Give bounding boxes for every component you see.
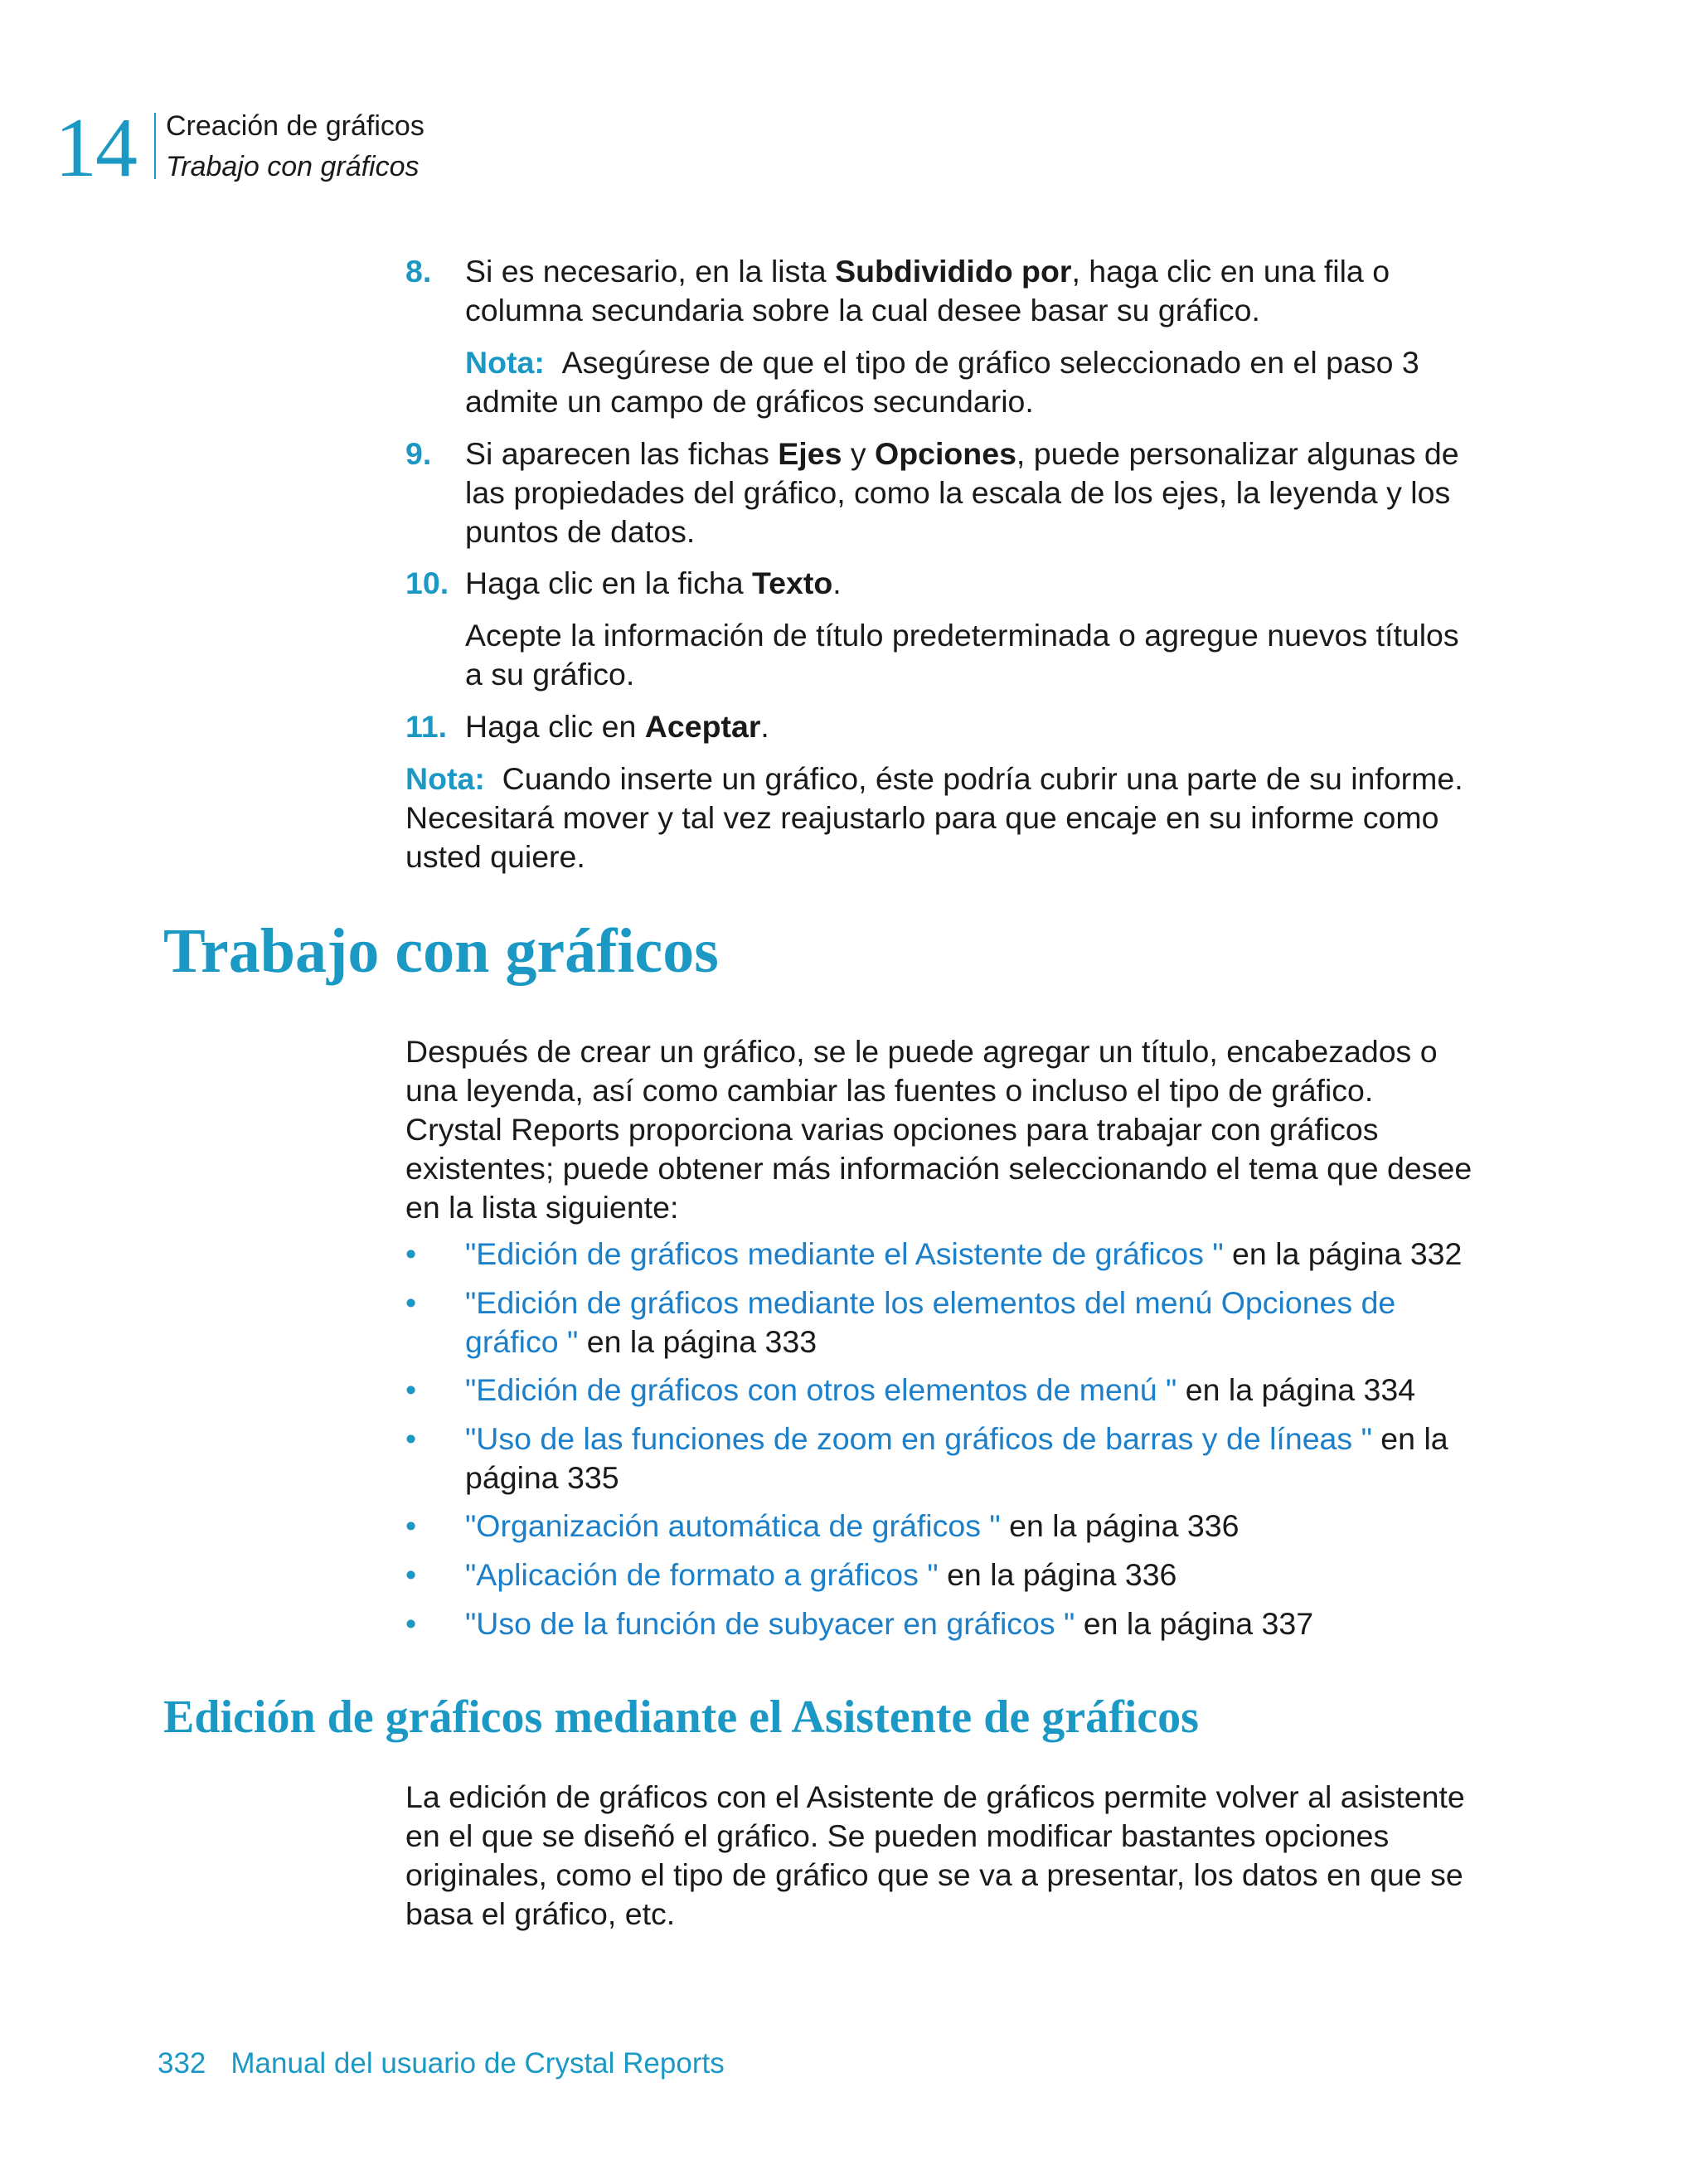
intro-line-4: existentes; puede obtener más información seleccionando el tema que desee bbox=[405, 1151, 1472, 1186]
intro-line-2: una leyenda, así como cambiar las fuentes o incluso el tipo de gráfico. bbox=[405, 1073, 1374, 1108]
step-number-9: 9. bbox=[405, 436, 432, 471]
bullet-icon: • bbox=[405, 1421, 417, 1456]
step-9-line2: las propiedades del gráfico, como la escala de los ejes, la leyenda y los bbox=[465, 475, 1451, 510]
chapter-title: Creación de gráficos bbox=[166, 110, 424, 142]
step-8-text: Si es necesario, en la lista Subdividido por, haga clic en una fila o bbox=[465, 254, 1390, 289]
list-item: "Edición de gráficos mediante el Asistente de gráficos " en la página 332 bbox=[465, 1236, 1463, 1271]
xref-link[interactable]: "Uso de las funciones de zoom en gráficos de barras y de líneas " bbox=[465, 1421, 1372, 1456]
body-line-3: originales, como el tipo de gráfico que se va a presentar, los datos en que se bbox=[405, 1857, 1463, 1892]
bullet-icon: • bbox=[405, 1285, 417, 1320]
page-number: 332 bbox=[158, 2047, 206, 2080]
xref-link[interactable]: "Edición de gráficos mediante los elementos del menú Opciones de bbox=[465, 1285, 1396, 1320]
list-item-cont: página 335 bbox=[465, 1460, 619, 1495]
note-label: Nota: bbox=[465, 345, 545, 380]
step-number-8: 8. bbox=[405, 254, 432, 289]
bullet-icon: • bbox=[405, 1236, 417, 1271]
xref-link[interactable]: "Edición de gráficos mediante el Asistente de gráficos " bbox=[465, 1236, 1224, 1271]
book-title: Manual del usuario de Crystal Reports bbox=[230, 2047, 725, 2080]
step-10-sub-line2: a su gráfico. bbox=[465, 657, 635, 692]
list-item-cont: gráfico " en la página 333 bbox=[465, 1324, 817, 1359]
step-8-note-line2: admite un campo de gráficos secundario. bbox=[465, 384, 1034, 419]
chapter-number: 14 bbox=[55, 101, 136, 195]
section-title: Trabajo con gráficos bbox=[166, 151, 420, 182]
xref-link[interactable]: "Organización automática de gráficos " bbox=[465, 1508, 1001, 1543]
header-divider bbox=[154, 113, 156, 179]
bullet-icon: • bbox=[405, 1508, 417, 1543]
step-10-text: Haga clic en la ficha Texto. bbox=[465, 565, 842, 600]
step-number-10: 10. bbox=[405, 565, 449, 600]
note-2: Nota: Cuando inserte un gráfico, éste podría cubrir una parte de su informe. bbox=[405, 761, 1463, 796]
xref-link[interactable]: "Aplicación de formato a gráficos " bbox=[465, 1557, 939, 1592]
body-line-2: en el que se diseñó el gráfico. Se pueden modificar bastantes opciones bbox=[405, 1818, 1390, 1853]
step-9-line3: puntos de datos. bbox=[465, 514, 696, 549]
step-10-sub-line1: Acepte la información de título predeterminada o agregue nuevos títulos bbox=[465, 618, 1459, 653]
step-number-11: 11. bbox=[405, 709, 448, 744]
note-label: Nota: bbox=[405, 761, 485, 796]
note-2-line2: Necesitará mover y tal vez reajustarlo para que encaje en su informe como bbox=[405, 800, 1439, 835]
subsection-heading: Edición de gráficos mediante el Asistente de gráficos bbox=[163, 1691, 1199, 1743]
bullet-icon: • bbox=[405, 1372, 417, 1407]
bullet-icon: • bbox=[405, 1606, 417, 1641]
body-line-1: La edición de gráficos con el Asistente de gráficos permite volver al asistente bbox=[405, 1779, 1465, 1814]
list-item: "Uso de la función de subyacer en gráficos " en la página 337 bbox=[465, 1606, 1314, 1641]
page-footer bbox=[158, 2046, 725, 2081]
list-item: "Organización automática de gráficos " en la página 336 bbox=[465, 1508, 1240, 1543]
list-item: "Aplicación de formato a gráficos " en la página 336 bbox=[465, 1557, 1177, 1592]
section-heading: Trabajo con gráficos bbox=[163, 916, 719, 986]
step-8-note: Nota: Asegúrese de que el tipo de gráfico seleccionado en el paso 3 bbox=[465, 345, 1419, 380]
step-9-text: Si aparecen las fichas Ejes y Opciones, puede personalizar algunas de bbox=[465, 436, 1459, 471]
xref-link[interactable]: "Edición de gráficos con otros elementos de menú " bbox=[465, 1372, 1177, 1407]
list-item: "Uso de las funciones de zoom en gráficos de barras y de líneas " en la bbox=[465, 1421, 1448, 1456]
xref-link[interactable]: gráfico " bbox=[465, 1324, 579, 1359]
bullet-icon: • bbox=[405, 1557, 417, 1592]
intro-line-1: Después de crear un gráfico, se le puede agregar un título, encabezados o bbox=[405, 1034, 1438, 1069]
list-item: "Edición de gráficos con otros elementos de menú " en la página 334 bbox=[465, 1372, 1416, 1407]
intro-line-3: Crystal Reports proporciona varias opciones para trabajar con gráficos bbox=[405, 1112, 1379, 1147]
step-11-text: Haga clic en Aceptar. bbox=[465, 709, 769, 744]
intro-line-5: en la lista siguiente: bbox=[405, 1190, 679, 1225]
note-2-line3: usted quiere. bbox=[405, 839, 585, 874]
body-line-4: basa el gráfico, etc. bbox=[405, 1896, 676, 1931]
list-item bbox=[465, 1284, 1395, 1323]
step-8-line2: columna secundaria sobre la cual desee basar su gráfico. bbox=[465, 293, 1260, 328]
xref-link[interactable]: "Uso de la función de subyacer en gráficos " bbox=[465, 1606, 1075, 1641]
